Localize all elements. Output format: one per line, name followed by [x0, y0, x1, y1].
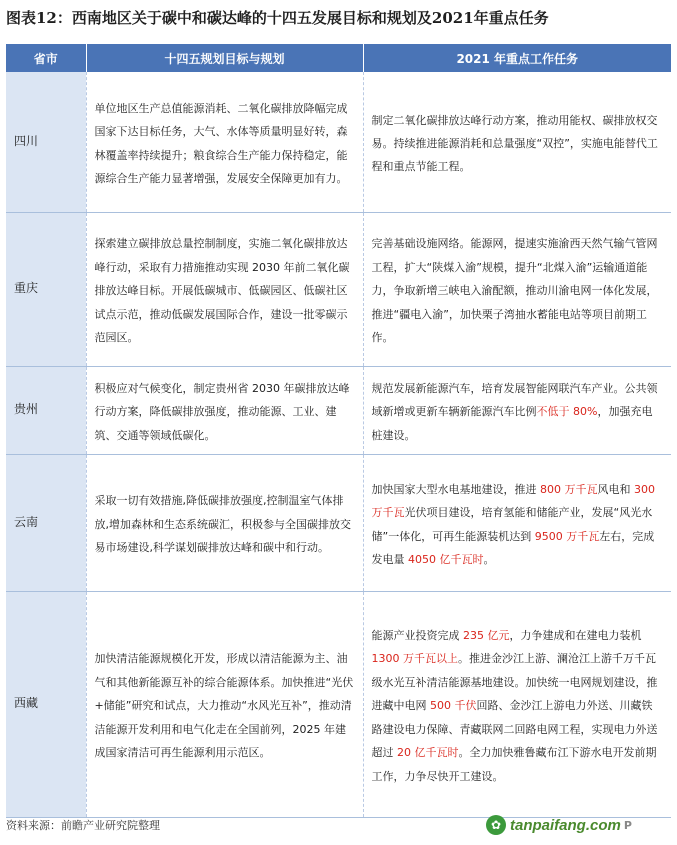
- task-text: [370, 468, 666, 578]
- plan-text: [93, 222, 357, 355]
- task-text: [370, 614, 666, 794]
- plan-cell: [86, 72, 363, 212]
- province-cell: 云南: [6, 454, 86, 591]
- text-segment: 。全力加快雅鲁藏布江下游水电开发前期工作，力争尽快开工建设。: [371, 746, 657, 783]
- logo-text: tanpaifang.com: [510, 816, 621, 834]
- table-row: [6, 366, 671, 454]
- text-segment: 。推进金沙江上游、澜沧江上游千万千瓦级水光互补清洁能源基地建设。加快统一电网规划建设，推进藏中电网: [371, 652, 658, 713]
- text-segment: 左右，完成发电量: [371, 529, 655, 566]
- text-segment: 能源产业投资完成: [371, 629, 463, 643]
- plan-text: [93, 87, 357, 197]
- task-cell: [363, 212, 671, 366]
- plan-cell: [86, 591, 363, 817]
- province-cell: 西藏: [6, 591, 86, 817]
- text-segment: ，力争建成和在建电力装机: [509, 629, 642, 643]
- task-cell: [363, 72, 671, 212]
- text-segment: ，加强充电桩建设。: [371, 405, 653, 442]
- text-segment: 。: [483, 552, 495, 566]
- task-cell: [363, 591, 671, 817]
- header-province: 省市: [6, 44, 86, 72]
- highlight-value: 800 万千瓦: [540, 482, 598, 496]
- text-segment: 单位地区生产总值能源消耗、二氧化碳排放降幅完成国家下达目标任务，大气、水体等质量明显好转，森林覆盖率持续提升；粮食综合生产能力保持稳定，能源综合生产能力显著增强，发展安全保障更加有力。: [94, 101, 348, 186]
- header-task: 2021 年重点工作任务: [363, 44, 671, 72]
- table-header-row: [6, 44, 671, 72]
- source-note: 资料来源：前瞻产业研究院整理: [6, 819, 160, 832]
- text-segment: 规范发展新能源汽车，培育发展智能网联汽车产业。公共领域新增或更新车辆新能源汽车比例: [371, 381, 658, 419]
- highlight-value: 20 亿千瓦时: [397, 746, 459, 760]
- logo-suffix: P: [623, 818, 632, 832]
- task-text: [370, 99, 666, 185]
- goals-table: [6, 44, 671, 818]
- plan-text: [93, 637, 357, 770]
- table-row: [6, 591, 671, 817]
- text-segment: 制定二氧化碳排放达峰行动方案，推动用能权、碳排放权交易。持续推进能源消耗和总量强度“双控”，实施电能替代工程和重点节能工程。: [371, 113, 658, 174]
- text-segment: 加快国家大型水电基地建设，推进: [371, 482, 540, 496]
- plan-cell: [86, 454, 363, 591]
- text-segment: 探索建立碳排放总量控制制度，实施二氧化碳排放达峰行动，采取有力措施推动实现 2030 年前二氧化碳排放达峰目标。开展低碳城市、低碳园区、低碳社区试点示范，推动低碳发展国际合作，建设一批零碳示范园区。: [94, 237, 350, 345]
- plan-text: [93, 479, 357, 565]
- province-cell: 重庆: [6, 212, 86, 366]
- province-cell: 四川: [6, 72, 86, 212]
- highlight-value: 500 千伏: [430, 699, 477, 713]
- highlight-value: 235 亿元: [463, 629, 510, 643]
- task-cell: [363, 454, 671, 591]
- table-row: [6, 72, 671, 212]
- text-segment: 风电和: [597, 482, 634, 496]
- text-segment: 完善基础设施网络。能源网，提速实施渝西天然气输气管网工程，扩大“陕煤入渝”规模，提升“北煤入渝”运输通道能力，争取新增三峡电入渝配额，推动川渝电网一体化发展，推进“疆电入渝”，加快栗子湾抽水蓄能电站等项目前期工作。: [371, 237, 658, 345]
- task-text: [370, 367, 666, 453]
- highlight-value: 4050 亿千瓦时: [408, 552, 484, 566]
- figure-title: 图表12：西南地区关于碳中和碳达峰的十四五发展目标和规划及2021年重点任务: [6, 9, 549, 27]
- table-row: [6, 212, 671, 366]
- highlight-value: 9500 万千瓦: [534, 529, 600, 543]
- text-segment: 积极应对气候变化，制定贵州省 2030 年碳排放达峰行动方案，降低碳排放强度，推动能源、工业、建筑、交通等领域低碳化。: [94, 381, 350, 442]
- highlight-value: 1300 万千瓦以上: [371, 652, 458, 666]
- highlight-value: 300 万千瓦: [371, 482, 655, 520]
- task-text: [370, 222, 666, 355]
- leaf-icon: ✿: [486, 815, 506, 835]
- text-segment: 采取一切有效措施,降低碳排放强度,控制温室气体排放,增加森林和生态系统碳汇，积极参与全国碳排放交易市场建设,科学谋划碳排放达峰和碳中和行动。: [94, 494, 351, 555]
- text-segment: 光伏项目建设，培育氢能和储能产业，发展“风光水储”一体化，可再生能源装机达到: [371, 506, 653, 543]
- text-segment: 加快清洁能源规模化开发，形成以清洁能源为主、油气和其他新能源互补的综合能源体系。加快推进“光伏+储能”研究和试点，大力推动“水风光互补”，推动清洁能源开发利用和电气化走在全国前列，2025 年建成国家清洁可再生能源利用示范区。: [94, 652, 354, 760]
- highlight-value: 不低于 80%: [536, 405, 598, 419]
- plan-cell: [86, 366, 363, 454]
- plan-text: [93, 367, 357, 453]
- table-row: [6, 454, 671, 591]
- plan-cell: [86, 212, 363, 366]
- header-plan: 十四五规划目标与规划: [86, 44, 363, 72]
- task-cell: [363, 366, 671, 454]
- province-cell: 贵州: [6, 366, 86, 454]
- text-segment: 回路、金沙江上游电力外送、川藏铁路建设电力保障、青藏联网二回路电网工程，实现电力外送超过: [371, 699, 658, 760]
- watermark-logo: [486, 812, 676, 838]
